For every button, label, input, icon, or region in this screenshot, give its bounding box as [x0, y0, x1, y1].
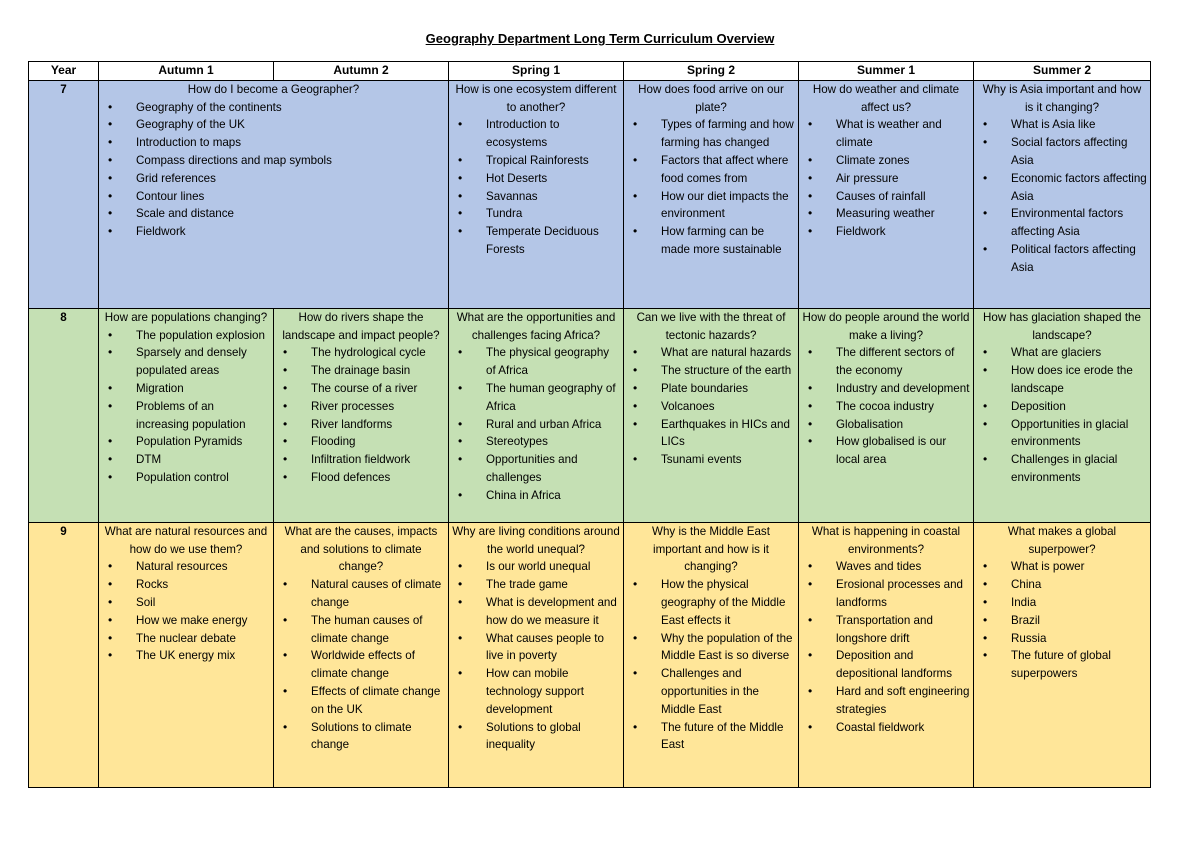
topic-list	[627, 344, 795, 469]
topic-item: • The hydrological cycle	[311, 344, 445, 362]
topic-item: • The human causes of climate change	[311, 612, 445, 648]
topic-item: • Natural causes of climate change	[311, 576, 445, 612]
topic-item: • India	[1011, 594, 1147, 612]
topic-list	[977, 558, 1147, 683]
year-label: 7	[29, 80, 99, 308]
year-9-row	[29, 522, 1151, 787]
topic-item: • China in Africa	[486, 487, 620, 505]
topic-item: • Political factors affecting Asia	[1011, 241, 1147, 277]
topic-list	[977, 344, 1147, 486]
topic-item: • How can mobile technology support development	[486, 665, 620, 718]
header-summer-2: Summer 2	[974, 62, 1151, 81]
topic-item: • Introduction to maps	[136, 134, 445, 152]
topic-item: • What are glaciers	[1011, 344, 1147, 362]
topic-item: • How we make energy	[136, 612, 270, 630]
document-title: Geography Department Long Term Curriculum Overview	[425, 31, 775, 46]
year-7-spring-2-cell	[624, 80, 799, 308]
unit-question: What are the causes, impacts and solutions to climate change?	[284, 524, 438, 574]
topic-item: • Economic factors affecting Asia	[1011, 170, 1147, 206]
year-label: 8	[29, 308, 99, 522]
unit-question: How do rivers shape the landscape and impact people?	[282, 310, 440, 342]
topic-item: • Problems of an increasing population	[136, 398, 270, 434]
topic-item: • China	[1011, 576, 1147, 594]
topic-item: • Worldwide effects of climate change	[311, 647, 445, 683]
topic-item: • Deposition and depositional landforms	[836, 647, 970, 683]
topic-item: • The structure of the earth	[661, 362, 795, 380]
topic-item: • The physical geography of Africa	[486, 344, 620, 380]
topic-item: • What is development and how do we measure it	[486, 594, 620, 630]
topic-item: • Population control	[136, 469, 270, 487]
topic-item: • Transportation and longshore drift	[836, 612, 970, 648]
topic-item: • Social factors affecting Asia	[1011, 134, 1147, 170]
topic-item: • Challenges in glacial environments	[1011, 451, 1147, 487]
year-7-autumn-cell	[99, 80, 449, 308]
topic-item: • What is Asia like	[1011, 116, 1147, 134]
topic-item: • Soil	[136, 594, 270, 612]
topic-list	[452, 558, 620, 754]
topic-item: • Measuring weather	[836, 205, 970, 223]
topic-item: • How does ice erode the landscape	[1011, 362, 1147, 398]
topic-list	[102, 99, 445, 241]
topic-item: • Challenges and opportunities in the Middle East	[661, 665, 795, 718]
header-spring-2: Spring 2	[624, 62, 799, 81]
topic-item: • Scale and distance	[136, 205, 445, 223]
unit-question: How do people around the world make a living?	[802, 310, 970, 342]
topic-item: • Deposition	[1011, 398, 1147, 416]
topic-item: • The course of a river	[311, 380, 445, 398]
topic-item: • Sparsely and densely populated areas	[136, 344, 270, 380]
unit-question: What are natural resources and how do we use them?	[104, 524, 268, 556]
year-9-spring-2-cell	[624, 522, 799, 787]
topic-item: • Rural and urban Africa	[486, 416, 620, 434]
topic-item: • Grid references	[136, 170, 445, 188]
topic-item: • Hard and soft engineering strategies	[836, 683, 970, 719]
curriculum-table	[28, 61, 1151, 788]
year-9-summer-2-cell	[974, 522, 1151, 787]
year-9-autumn-2-cell	[274, 522, 449, 787]
topic-item: • River processes	[311, 398, 445, 416]
topic-item: • Causes of rainfall	[836, 188, 970, 206]
topic-item: • Plate boundaries	[661, 380, 795, 398]
topic-list	[627, 116, 795, 258]
topic-item: • What is weather and climate	[836, 116, 970, 152]
unit-question: How has glaciation shaped the landscape?	[983, 310, 1141, 342]
topic-item: • Industry and development	[836, 380, 970, 398]
topic-item: • Volcanoes	[661, 398, 795, 416]
topic-list	[452, 116, 620, 258]
topic-item: • Flooding	[311, 433, 445, 451]
unit-question: What makes a global superpower?	[1007, 524, 1117, 556]
header-summer-1: Summer 1	[799, 62, 974, 81]
topic-item: • Opportunities in glacial environments	[1011, 416, 1147, 452]
topic-item: • Solutions to climate change	[311, 719, 445, 755]
topic-item: • Stereotypes	[486, 433, 620, 451]
year-7-summer-1-cell	[799, 80, 974, 308]
topic-item: • Effects of climate change on the UK	[311, 683, 445, 719]
topic-list	[977, 116, 1147, 276]
header-spring-1: Spring 1	[449, 62, 624, 81]
topic-item: • Climate zones	[836, 152, 970, 170]
topic-item: • Opportunities and challenges	[486, 451, 620, 487]
topic-item: • Tsunami events	[661, 451, 795, 469]
year-9-spring-1-cell	[449, 522, 624, 787]
year-8-row	[29, 308, 1151, 522]
topic-item: • What are natural hazards	[661, 344, 795, 362]
topic-item: • The UK energy mix	[136, 647, 270, 665]
topic-item: • Migration	[136, 380, 270, 398]
topic-item: • Fieldwork	[136, 223, 445, 241]
topic-list	[802, 344, 970, 469]
topic-item: • The different sectors of the economy	[836, 344, 970, 380]
year-8-summer-2-cell	[974, 308, 1151, 522]
topic-item: • Contour lines	[136, 188, 445, 206]
topic-list	[102, 558, 270, 665]
topic-item: • Natural resources	[136, 558, 270, 576]
topic-list	[452, 344, 620, 504]
year-9-summer-1-cell	[799, 522, 974, 787]
topic-item: • The future of global superpowers	[1011, 647, 1147, 683]
topic-list	[102, 327, 270, 487]
topic-item: • The human geography of Africa	[486, 380, 620, 416]
topic-item: • Geography of the UK	[136, 116, 445, 134]
unit-question: Why is the Middle East important and how is it changing?	[652, 524, 770, 574]
topic-item: • Is our world unequal	[486, 558, 620, 576]
topic-item: • Flood defences	[311, 469, 445, 487]
topic-item: • How the physical geography of the Middle East effects it	[661, 576, 795, 629]
topic-item: • The population explosion	[136, 327, 270, 345]
unit-question: What are the opportunities and challenges facing Africa?	[456, 310, 616, 342]
unit-question: How does food arrive on our plate?	[638, 82, 784, 114]
topic-item: • Infiltration fieldwork	[311, 451, 445, 469]
year-8-autumn-2-cell	[274, 308, 449, 522]
topic-item: • Types of farming and how farming has changed	[661, 116, 795, 152]
unit-question: Can we live with the threat of tectonic hazards?	[636, 310, 786, 342]
topic-item: • Compass directions and map symbols	[136, 152, 445, 170]
topic-item: • The nuclear debate	[136, 630, 270, 648]
topic-item: • The cocoa industry	[836, 398, 970, 416]
unit-question: Why is Asia important and how is it changing?	[982, 82, 1142, 114]
topic-item: • Factors that affect where food comes from	[661, 152, 795, 188]
topic-item: • Brazil	[1011, 612, 1147, 630]
topic-item: • How farming can be made more sustainable	[661, 223, 795, 259]
topic-list	[802, 558, 970, 736]
topic-item: • Solutions to global inequality	[486, 719, 620, 755]
topic-item: • The future of the Middle East	[661, 719, 795, 755]
topic-item: • The trade game	[486, 576, 620, 594]
year-7-spring-1-cell	[449, 80, 624, 308]
topic-item: • Geography of the continents	[136, 99, 445, 117]
topic-item: • What is power	[1011, 558, 1147, 576]
topic-list	[627, 576, 795, 754]
header-autumn-1: Autumn 1	[99, 62, 274, 81]
topic-item: • Why the population of the Middle East is so diverse	[661, 630, 795, 666]
topic-item: • Globalisation	[836, 416, 970, 434]
topic-item: • Coastal fieldwork	[836, 719, 970, 737]
topic-item: • Waves and tides	[836, 558, 970, 576]
topic-list	[277, 344, 445, 486]
topic-item: • DTM	[136, 451, 270, 469]
topic-item: • Environmental factors affecting Asia	[1011, 205, 1147, 241]
unit-question: How do weather and climate affect us?	[812, 82, 960, 114]
topic-list	[277, 576, 445, 754]
year-9-autumn-1-cell	[99, 522, 274, 787]
year-7-row	[29, 80, 1151, 308]
header-row	[29, 62, 1151, 81]
topic-item: • Tundra	[486, 205, 620, 223]
unit-question: Why are living conditions around the world unequal?	[452, 524, 620, 556]
topic-item: • Temperate Deciduous Forests	[486, 223, 620, 259]
topic-item: • How our diet impacts the environment	[661, 188, 795, 224]
topic-item: • Fieldwork	[836, 223, 970, 241]
topic-item: • How globalised is our local area	[836, 433, 970, 469]
topic-item: • Russia	[1011, 630, 1147, 648]
year-8-autumn-1-cell	[99, 308, 274, 522]
topic-item: • River landforms	[311, 416, 445, 434]
year-label: 9	[29, 522, 99, 787]
year-8-summer-1-cell	[799, 308, 974, 522]
topic-item: • Tropical Rainforests	[486, 152, 620, 170]
topic-list	[802, 116, 970, 241]
topic-item: • Hot Deserts	[486, 170, 620, 188]
topic-item: • Rocks	[136, 576, 270, 594]
topic-item: • The drainage basin	[311, 362, 445, 380]
year-8-spring-1-cell	[449, 308, 624, 522]
year-7-summer-2-cell	[974, 80, 1151, 308]
topic-item: • Population Pyramids	[136, 433, 270, 451]
topic-item: • Air pressure	[836, 170, 970, 188]
unit-question: What is happening in coastal environments?	[811, 524, 961, 556]
topic-item: • Earthquakes in HICs and LICs	[661, 416, 795, 452]
unit-question: How are populations changing?	[104, 310, 268, 324]
topic-item: • Savannas	[486, 188, 620, 206]
topic-item: • What causes people to live in poverty	[486, 630, 620, 666]
topic-item: • Erosional processes and landforms	[836, 576, 970, 612]
unit-question: How do I become a Geographer?	[187, 82, 360, 96]
header-year: Year	[29, 62, 99, 81]
topic-item: • Introduction to ecosystems	[486, 116, 620, 152]
unit-question: How is one ecosystem different to another?	[455, 82, 617, 114]
header-autumn-2: Autumn 2	[274, 62, 449, 81]
year-8-spring-2-cell	[624, 308, 799, 522]
